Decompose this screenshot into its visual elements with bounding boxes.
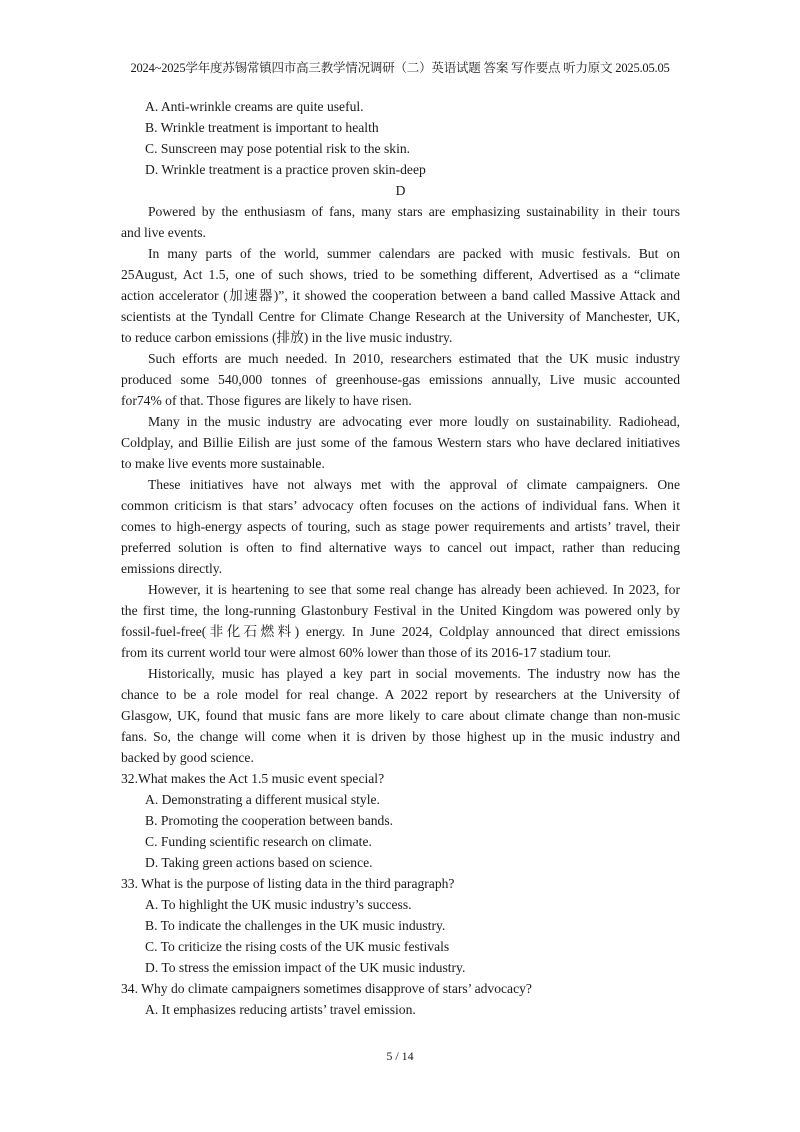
document-body [121, 96, 680, 1020]
answer-option: A. It emphasizes reducing artists’ travel emission. [145, 1002, 416, 1017]
answer-option: C. To criticize the rising costs of the UK music festivals [145, 939, 450, 954]
paragraph-line: 25August, Act 1.5, one of such shows, tried to be something different, Advertised as a “climate [121, 267, 680, 282]
question-stem: 33. What is the purpose of listing data in the third paragraph? [121, 876, 455, 891]
paragraph-line: the first time, the long-running Glastonbury Festival in the United Kingdom was powered only by [121, 603, 680, 618]
answer-option: B. Promoting the cooperation between bands. [145, 813, 394, 828]
paragraph-line: to make live events more sustainable. [121, 456, 325, 471]
paragraph-line: Coldplay, and Billie Eilish are just some of the famous Western stars who have declared initiatives [121, 435, 680, 450]
paragraph-line: However, it is heartening to see that some real change has already been achieved. In 2023, for [148, 582, 680, 597]
document-header: 2024~2025学年度苏锡常镇四市高三教学情况调研（二）英语试题 答案 写作要点 听力原文 2025.05.05 [130, 61, 670, 75]
answer-option: D. Taking green actions based on science. [145, 855, 373, 870]
paragraph-line: fossil-fuel-free(非化石燃料) energy. In June 2024, Coldplay announced that direct emissions [121, 624, 680, 639]
answer-option: A. Anti-wrinkle creams are quite useful. [145, 99, 364, 114]
answer-option: C. Sunscreen may pose potential risk to the skin. [145, 141, 411, 156]
answer-option: B. Wrinkle treatment is important to health [145, 120, 379, 135]
paragraph-line: action accelerator (加速器)”, it showed the cooperation between a band called Massive Attack and [121, 288, 680, 303]
paragraph-line: Powered by the enthusiasm of fans, many stars are emphasizing sustainability in their tours [148, 204, 680, 219]
paragraph-line: comes to high-energy aspects of touring, such as stage power requirements and artists’ travel, their [121, 519, 680, 534]
paragraph-line: chance to be a role model for real change. A 2022 report by researchers at the University of [121, 687, 680, 702]
paragraph-line: Historically, music has played a key part in social movements. The industry now has the [148, 666, 680, 681]
paragraph-line: common criticism is that stars’ advocacy often focuses on the actions of individual fans. When it [121, 498, 680, 513]
paragraph-line: from its current world tour were almost 60% lower than those of its 2016-17 stadium tour. [121, 645, 612, 660]
answer-option: A. To highlight the UK music industry’s success. [145, 897, 412, 912]
question-stem: 32.What makes the Act 1.5 music event special? [121, 771, 385, 786]
paragraph-line: to reduce carbon emissions (排放) in the live music industry. [121, 330, 453, 345]
answer-option: D. Wrinkle treatment is a practice proven skin-deep [145, 162, 426, 177]
question-stem: 34. Why do climate campaigners sometimes disapprove of stars’ advocacy? [121, 981, 532, 996]
answer-option: B. To indicate the challenges in the UK music industry. [145, 918, 446, 933]
answer-option: C. Funding scientific research on climate. [145, 834, 372, 849]
paragraph-line: These initiatives have not always met with the approval of climate campaigners. One [148, 477, 680, 492]
section-label: D [395, 183, 406, 198]
paragraph-line: backed by good science. [121, 750, 254, 765]
paragraph-line: fans. So, the change will come when it is driven by those highest up in the music industry and [121, 729, 680, 744]
paragraph-line: In many parts of the world, summer calendars are packed with music festivals. But on [148, 246, 680, 261]
page-number: 5 / 14 [386, 1049, 414, 1063]
paragraph-line: scientists at the Tyndall Centre for Climate Change Research at the University of Manchester, UK, [121, 309, 680, 324]
paragraph-line: preferred solution is often to find alternative ways to cancel out impact, rather than reducing [121, 540, 680, 555]
answer-option: A. Demonstrating a different musical style. [145, 792, 380, 807]
answer-option: D. To stress the emission impact of the UK music industry. [145, 960, 466, 975]
paragraph-line: Such efforts are much needed. In 2010, researchers estimated that the UK music industry [148, 351, 680, 366]
paragraph-line: and live events. [121, 225, 206, 240]
paragraph-line: for74% of that. Those figures are likely to have risen. [121, 393, 412, 408]
paragraph-line: emissions directly. [121, 561, 223, 576]
paragraph-line: Many in the music industry are advocating ever more loudly on sustainability. Radiohead, [148, 414, 680, 429]
paragraph-line: Glasgow, UK, found that music fans are more likely to care about climate change than non-music [121, 708, 680, 723]
paragraph-line: produced some 540,000 tonnes of greenhouse-gas emissions annually, Live music accounted [121, 372, 680, 387]
